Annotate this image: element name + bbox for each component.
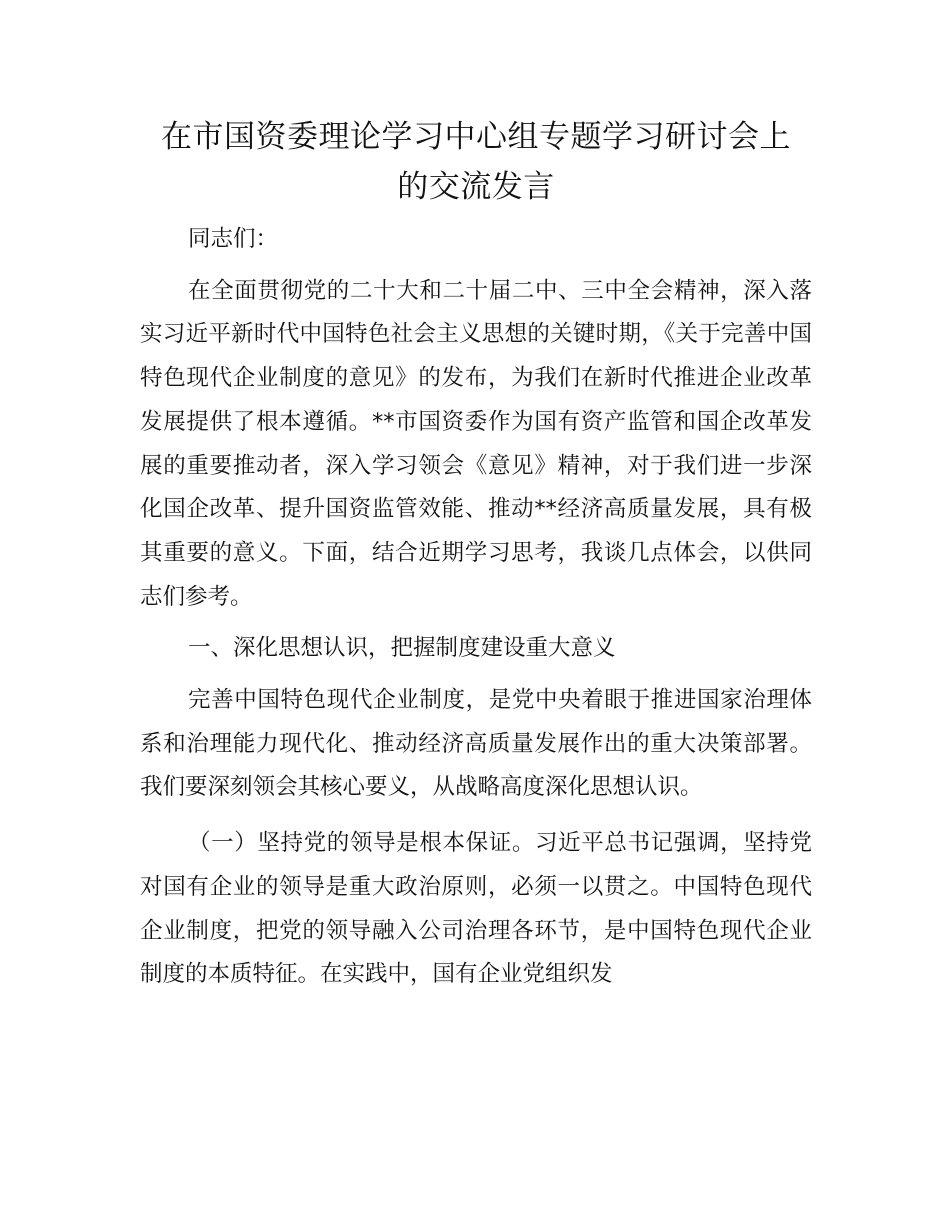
document-page (140, 112, 812, 997)
section-heading-1: 一、深化思想认识，把握制度建设重大意义 (188, 635, 616, 662)
title-line-2: 的交流发言 (397, 169, 555, 205)
intro-paragraph: 在全面贯彻党的二十大和二十届二中、三中全会精神，深入落实习近平新时代中国特色社会主义思想的关键时期，《关于完善中国特色现代企业制度的意见》的发布，为我们在新时代推进企业改革发展提供了根本遵循。**市国资委作为国有资产监管和国企改革发展的重要推动者，深入学习领会《意见》精神，对于我们进一步深化国企改革、提升国资监管效能、推动**经济高质量发展，具有极其重要的意义。下面，结合近期学习思考，我谈几点体会，以供同志们参考。 (140, 277, 812, 610)
greeting: 同志们： (188, 226, 279, 252)
subsection-1-paragraph: （一）坚持党的领导是根本保证。习近平总书记强调，坚持党对国有企业的领导是重大政治原则，必须一以贯之。中国特色现代企业制度，把党的领导融入公司治理各环节，是中国特色现代企业制度的本质特征。在实践中，国有企业党组织发 (140, 830, 812, 988)
document-title (140, 112, 812, 212)
section-1-paragraph: 完善中国特色现代企业制度，是党中央着眼于推进国家治理体系和治理能力现代化、推动经济高质量发展作出的重大决策部署。我们要深刻领会其核心要义，从战略高度深化思想认识。 (140, 687, 812, 801)
title-line-1: 在市国资委理论学习中心组专题学习研讨会上 (161, 119, 791, 155)
